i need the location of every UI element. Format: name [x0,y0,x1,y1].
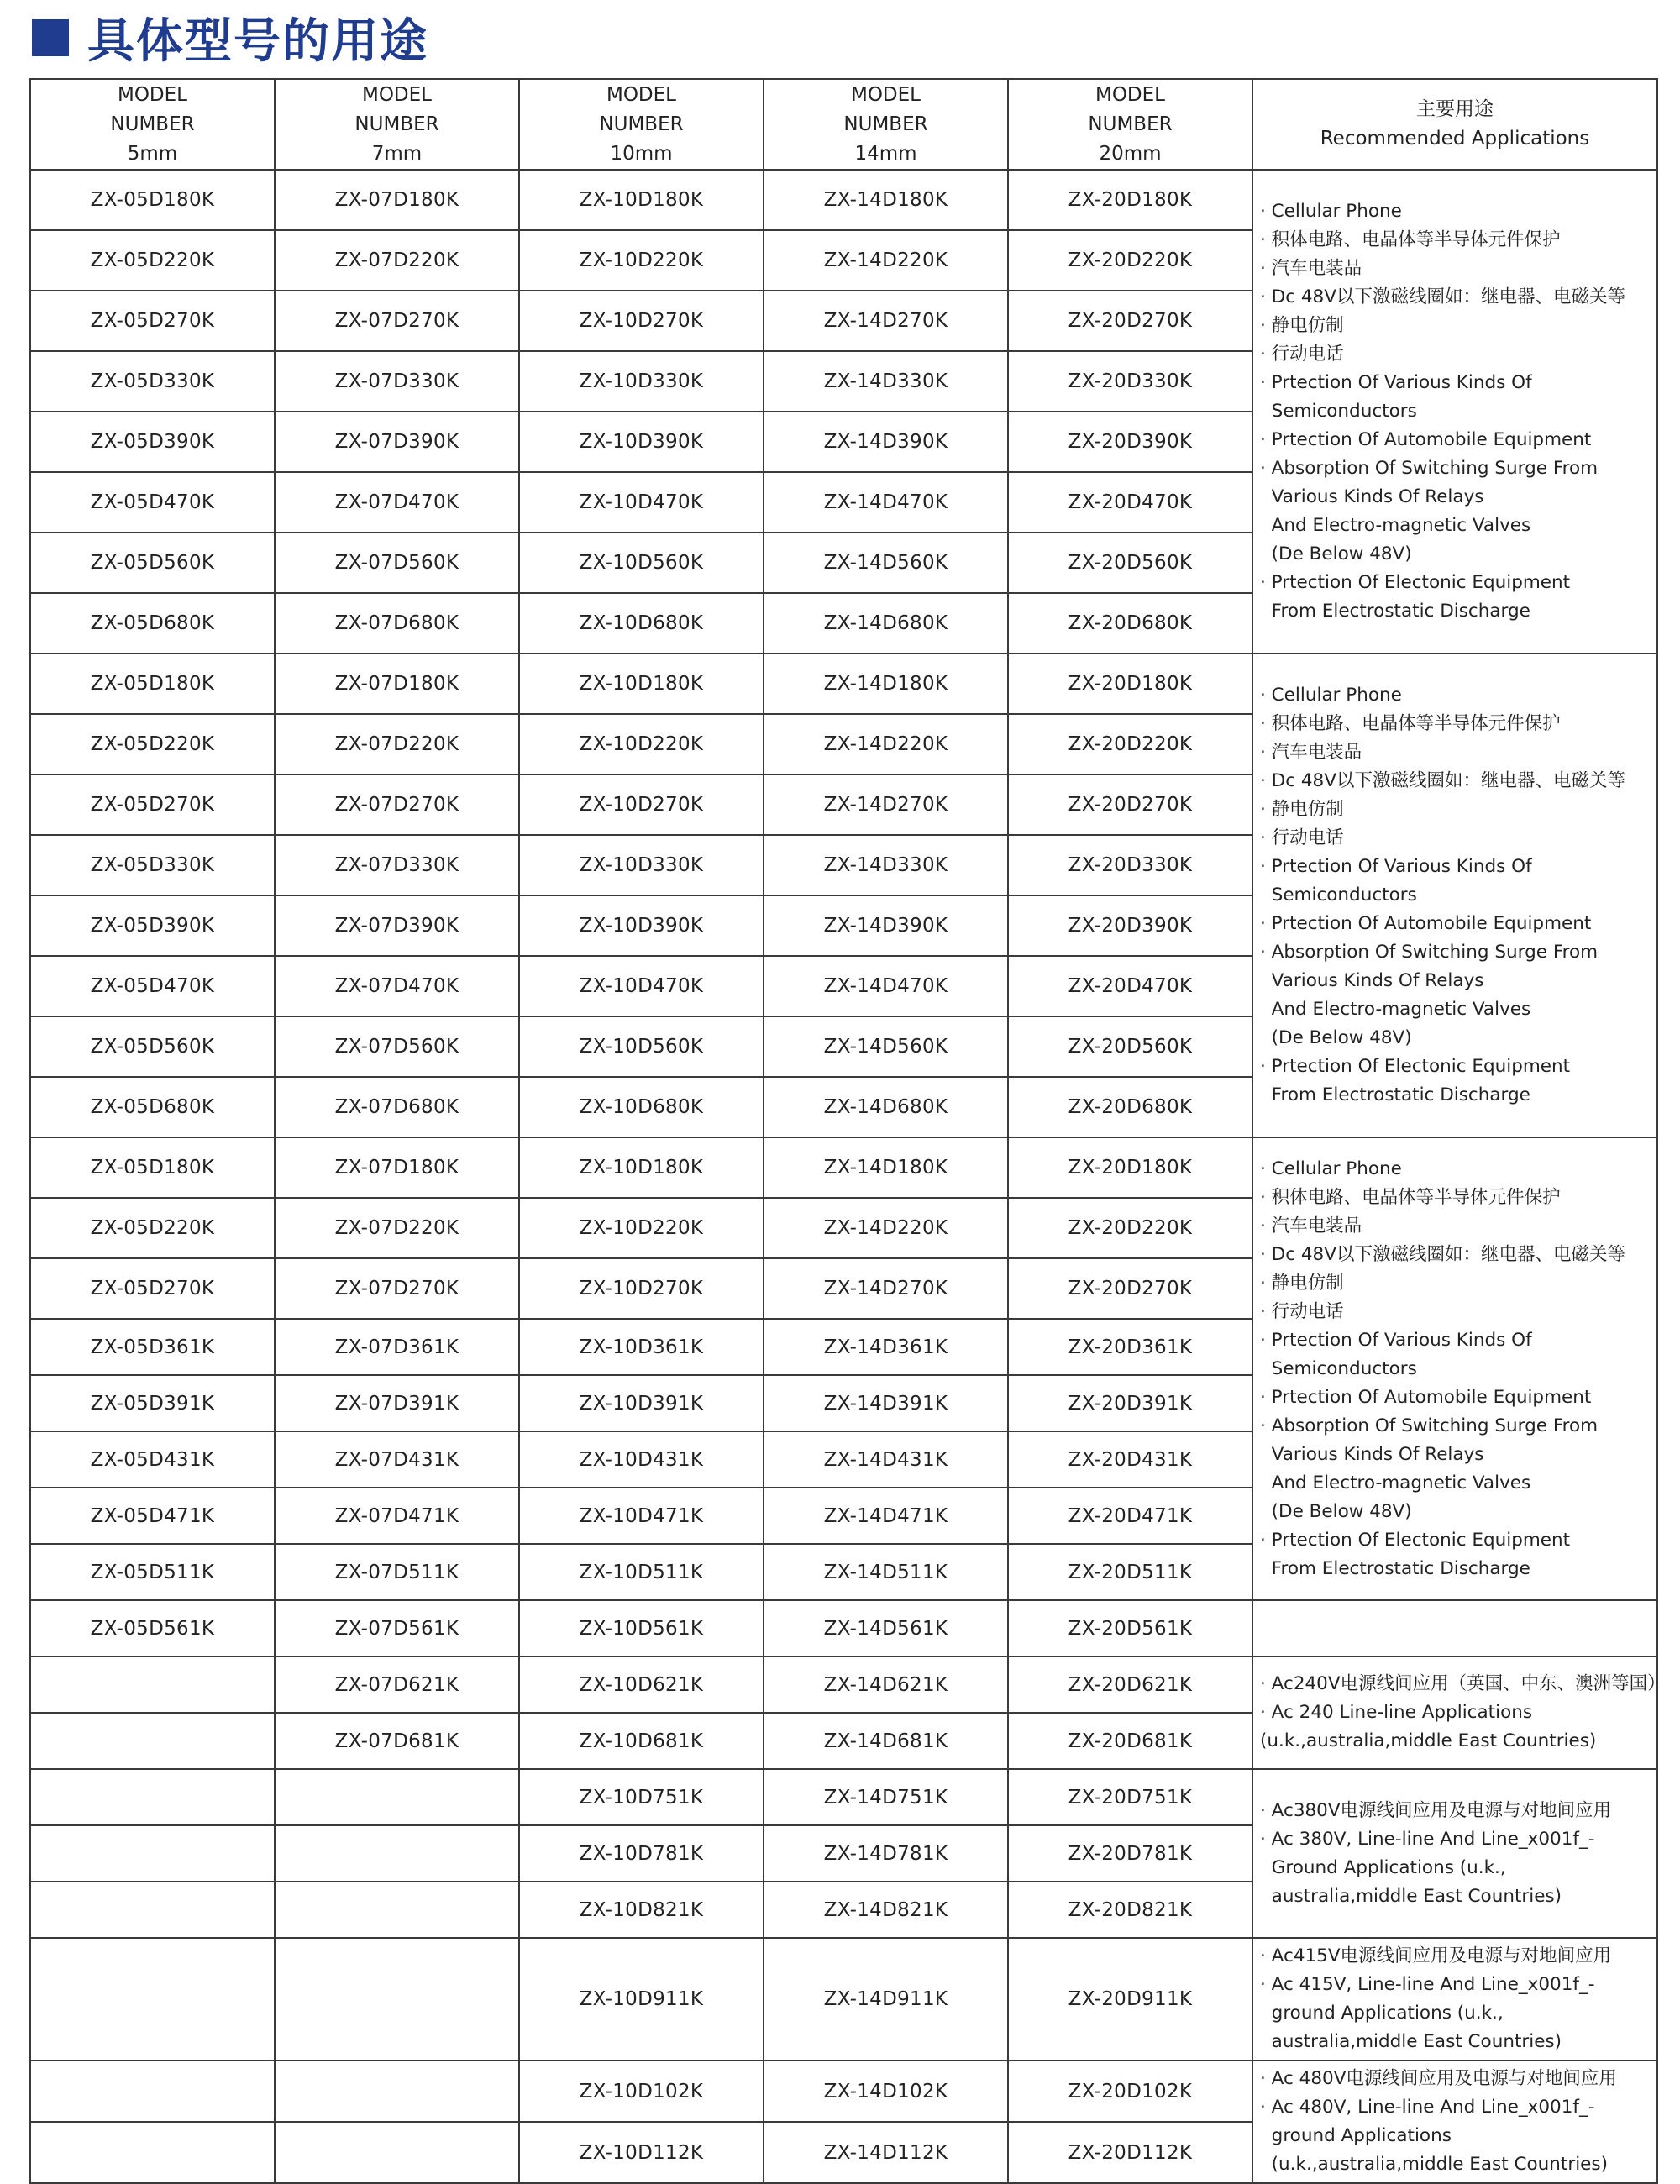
model-cell: ZX-14D270K [764,1258,1008,1319]
model-cell [275,1769,519,1825]
model-cell: ZX-10D560K [519,1016,764,1077]
application-line: From Electrostatic Discharge [1260,1557,1530,1579]
model-cell: ZX-05D180K [30,654,275,714]
application-line: · 行动电话 [1260,827,1344,848]
application-line: · Prtection Of Automobile Equipment [1260,913,1592,934]
application-line: And Electro-magnetic Valves [1260,999,1531,1020]
model-cell: ZX-10D751K [519,1769,764,1825]
model-cell: ZX-07D180K [275,654,519,714]
application-line: · Prtection Of Automobile Equipment [1260,1386,1592,1408]
model-cell: ZX-07D391K [275,1375,519,1431]
table-row [30,1137,1657,1198]
application-line: · 汽车电装品 [1260,258,1362,279]
model-cell [30,1882,275,1938]
model-cell: ZX-14D390K [764,895,1008,956]
model-cell: ZX-14D330K [764,351,1008,412]
model-cell: ZX-05D560K [30,1016,275,1077]
model-cell: ZX-20D511K [1008,1544,1252,1600]
applications-cell [1252,170,1657,654]
model-cell: ZX-05D330K [30,351,275,412]
application-line: · Prtection Of Electonic Equipment [1260,1056,1571,1077]
model-cell: ZX-20D330K [1008,351,1252,412]
model-cell: ZX-14D911K [764,1938,1008,2061]
application-line: · Cellular Phone [1260,201,1402,222]
model-cell: ZX-14D220K [764,1198,1008,1258]
model-cell: ZX-05D390K [30,895,275,956]
model-cell: ZX-10D112K [519,2122,764,2183]
model-cell: ZX-20D560K [1008,1016,1252,1077]
application-line: · Ac380V电源线间应用及电源与对地间应用 [1260,1799,1612,1821]
application-line: · Cellular Phone [1260,1158,1402,1179]
application-line: · Ac 480V电源线间应用及电源与对地间应用 [1260,2068,1617,2089]
model-cell: ZX-10D180K [519,170,764,230]
application-line: · 积体电路、电晶体等半导体元件保护 [1260,229,1561,250]
model-cell: ZX-14D470K [764,956,1008,1016]
application-line: Various Kinds Of Relays [1260,1443,1484,1465]
model-cell: ZX-20D390K [1008,412,1252,472]
application-line: australia,middle East Countries) [1260,1885,1562,1907]
model-cell [275,1882,519,1938]
model-cell: ZX-14D180K [764,1137,1008,1198]
table-header-row [30,79,1657,170]
table-row [30,654,1657,714]
model-cell: ZX-14D560K [764,1016,1008,1077]
model-cell: ZX-07D680K [275,593,519,654]
applications-cell [1252,1600,1657,1656]
model-cell [30,1656,275,1713]
model-cell: ZX-20D180K [1008,1137,1252,1198]
model-cell: ZX-05D220K [30,1198,275,1258]
model-cell: ZX-10D270K [519,291,764,351]
model-cell: ZX-14D470K [764,472,1008,533]
application-line: · Prtection Of Automobile Equipment [1260,429,1592,450]
model-cell: ZX-20D471K [1008,1488,1252,1544]
model-cell: ZX-05D511K [30,1544,275,1600]
applications-cell [1252,1769,1657,1938]
model-cell: ZX-14D270K [764,774,1008,835]
model-cell: ZX-20D220K [1008,714,1252,774]
model-cell: ZX-10D391K [519,1375,764,1431]
model-cell [275,1938,519,2061]
page-title: 具体型号的用途 [87,14,428,69]
model-cell: ZX-05D180K [30,170,275,230]
model-cell: ZX-07D270K [275,774,519,835]
application-line: · Prtection Of Various Kinds Of [1260,1329,1532,1351]
application-line: · Prtection Of Various Kinds Of [1260,856,1532,877]
model-cell: ZX-20D270K [1008,1258,1252,1319]
model-cell: ZX-20D621K [1008,1656,1252,1713]
model-cell: ZX-05D471K [30,1488,275,1544]
model-cell: ZX-05D270K [30,291,275,351]
header-5mm: MODEL NUMBER 5mm [30,79,275,170]
application-line: And Electro-magnetic Valves [1260,515,1531,536]
table-row [30,1656,1657,1713]
model-cell: ZX-20D681K [1008,1713,1252,1769]
model-cell: ZX-10D821K [519,1882,764,1938]
application-line: Various Kinds Of Relays [1260,970,1484,991]
model-cell: ZX-07D621K [275,1656,519,1713]
application-line: Various Kinds Of Relays [1260,486,1484,507]
application-line: · Dc 48V以下激磁线圈如：继电器、电磁关等 [1260,770,1625,791]
model-cell [275,2061,519,2122]
application-line: · Ac 380V, Line-line And Line_x001f_- [1260,1828,1595,1850]
model-cell: ZX-07D680K [275,1077,519,1137]
model-cell: ZX-20D470K [1008,956,1252,1016]
model-cell: ZX-14D431K [764,1431,1008,1488]
model-cell: ZX-05D680K [30,1077,275,1137]
header-20mm: MODEL NUMBER 20mm [1008,79,1252,170]
model-cell: ZX-10D431K [519,1431,764,1488]
model-cell: ZX-10D220K [519,230,764,291]
model-cell: ZX-10D781K [519,1825,764,1882]
model-cell: ZX-14D511K [764,1544,1008,1600]
model-cell: ZX-05D470K [30,472,275,533]
model-cell: ZX-10D621K [519,1656,764,1713]
model-cell: ZX-10D270K [519,1258,764,1319]
model-cell: ZX-14D361K [764,1319,1008,1375]
applications-cell [1252,1137,1657,1600]
model-cell: ZX-07D470K [275,956,519,1016]
model-cell: ZX-20D330K [1008,835,1252,895]
model-cell: ZX-05D220K [30,230,275,291]
model-cell: ZX-20D561K [1008,1600,1252,1656]
application-line: From Electrostatic Discharge [1260,1084,1530,1105]
model-cell: ZX-14D180K [764,170,1008,230]
model-cell [275,2122,519,2183]
model-cell [30,1713,275,1769]
application-line: · Absorption Of Switching Surge From [1260,458,1599,479]
model-cell: ZX-14D220K [764,714,1008,774]
header-applications: 主要用途 Recommended Applications [1252,79,1657,170]
model-cell [30,1938,275,2061]
model-cell: ZX-20D821K [1008,1882,1252,1938]
application-line: · Prtection Of Various Kinds Of [1260,372,1532,393]
model-cell: ZX-14D270K [764,291,1008,351]
applications-cell [1252,2061,1657,2183]
model-cell: ZX-14D102K [764,2061,1008,2122]
application-line: · 静电仿制 [1260,799,1344,820]
application-line: · 行动电话 [1260,344,1344,365]
application-line: · Ac415V电源线间应用及电源与对地间应用 [1260,1945,1612,1966]
table-row [30,1938,1657,2061]
table-row [30,1600,1657,1656]
application-line: And Electro-magnetic Valves [1260,1472,1531,1494]
model-cell: ZX-07D270K [275,291,519,351]
application-line: · 汽车电装品 [1260,1215,1362,1236]
model-cell: ZX-20D270K [1008,291,1252,351]
model-cell: ZX-10D270K [519,774,764,835]
model-cell: ZX-07D560K [275,1016,519,1077]
model-cell: ZX-07D220K [275,230,519,291]
application-line: · Ac240V电源线间应用（英国、中东、澳洲等国） [1260,1673,1666,1694]
model-cell: ZX-05D560K [30,533,275,593]
model-cell: ZX-05D220K [30,714,275,774]
model-cell: ZX-10D911K [519,1938,764,2061]
model-cell: ZX-07D330K [275,351,519,412]
application-line: · 静电仿制 [1260,1272,1344,1294]
application-line: ground Applications [1260,2125,1452,2146]
model-cell: ZX-14D560K [764,533,1008,593]
model-cell: ZX-20D180K [1008,654,1252,714]
model-cell: ZX-07D330K [275,835,519,895]
model-cell: ZX-20D361K [1008,1319,1252,1375]
application-line: (De Below 48V) [1260,1027,1412,1048]
model-cell [30,1825,275,1882]
model-cell: ZX-07D361K [275,1319,519,1375]
model-cell: ZX-10D180K [519,1137,764,1198]
model-cell: ZX-05D330K [30,835,275,895]
application-line: · Cellular Phone [1260,685,1402,706]
model-cell: ZX-20D220K [1008,230,1252,291]
model-cell: ZX-10D220K [519,1198,764,1258]
applications-cell [1252,1938,1657,2061]
model-cell: ZX-14D330K [764,835,1008,895]
model-cell: ZX-07D390K [275,895,519,956]
application-line: · Dc 48V以下激磁线圈如：继电器、电磁关等 [1260,1243,1625,1265]
model-cell: ZX-10D680K [519,1077,764,1137]
model-cell: ZX-14D681K [764,1713,1008,1769]
model-cell: ZX-20D270K [1008,774,1252,835]
page-heading [32,8,428,67]
model-cell: ZX-10D680K [519,593,764,654]
model-cell [275,1825,519,1882]
application-line: · 行动电话 [1260,1300,1344,1322]
model-cell: ZX-10D511K [519,1544,764,1600]
application-line: Semiconductors [1260,1357,1417,1379]
application-line: · Ac 240 Line-line Applications [1260,1702,1533,1723]
header-10mm: MODEL NUMBER 10mm [519,79,764,170]
model-cell: ZX-10D180K [519,654,764,714]
model-cell: ZX-20D102K [1008,2061,1252,2122]
model-cell: ZX-14D781K [764,1825,1008,1882]
application-line: (u.k.,australia,middle East Countries) [1260,2154,1608,2175]
table-row [30,2061,1657,2122]
table-row [30,170,1657,230]
model-cell: ZX-10D471K [519,1488,764,1544]
application-line: australia,middle East Countries) [1260,2031,1562,2052]
application-line: · 积体电路、电晶体等半导体元件保护 [1260,1186,1561,1208]
model-table [29,78,1666,2184]
model-cell: ZX-20D751K [1008,1769,1252,1825]
application-line: · 汽车电装品 [1260,742,1362,763]
model-cell: ZX-05D431K [30,1431,275,1488]
application-line: · Absorption Of Switching Surge From [1260,942,1599,963]
model-cell: ZX-10D470K [519,472,764,533]
application-line: · 积体电路、电晶体等半导体元件保护 [1260,713,1561,734]
model-cell: ZX-14D821K [764,1882,1008,1938]
heading-square-icon [32,19,69,56]
model-cell: ZX-05D361K [30,1319,275,1375]
application-line: Semiconductors [1260,401,1417,422]
model-cell: ZX-10D361K [519,1319,764,1375]
model-cell: ZX-05D390K [30,412,275,472]
model-cell: ZX-07D390K [275,412,519,472]
model-cell: ZX-14D471K [764,1488,1008,1544]
application-line: · Dc 48V以下激磁线圈如：继电器、电磁关等 [1260,286,1625,307]
model-cell: ZX-20D431K [1008,1431,1252,1488]
model-cell: ZX-05D180K [30,1137,275,1198]
model-cell: ZX-05D270K [30,1258,275,1319]
model-cell: ZX-07D470K [275,472,519,533]
model-cell: ZX-14D180K [764,654,1008,714]
model-cell: ZX-20D470K [1008,472,1252,533]
model-cell: ZX-10D102K [519,2061,764,2122]
model-cell: ZX-10D330K [519,835,764,895]
application-line: · 静电仿制 [1260,315,1344,336]
model-cell: ZX-20D680K [1008,1077,1252,1137]
model-cell: ZX-07D220K [275,714,519,774]
model-cell: ZX-07D511K [275,1544,519,1600]
application-line: · Absorption Of Switching Surge From [1260,1415,1599,1436]
model-cell: ZX-07D270K [275,1258,519,1319]
model-cell: ZX-14D112K [764,2122,1008,2183]
model-cell: ZX-05D680K [30,593,275,654]
model-cell: ZX-14D621K [764,1656,1008,1713]
application-line: ground Applications (u.k., [1260,2003,1504,2024]
model-cell: ZX-07D180K [275,1137,519,1198]
model-cell: ZX-20D680K [1008,593,1252,654]
model-cell: ZX-20D112K [1008,2122,1252,2183]
model-cell: ZX-07D431K [275,1431,519,1488]
application-line: · Ac 480V, Line-line And Line_x001f_- [1260,2097,1595,2118]
application-line: (u.k.,australia,middle East Countries) [1260,1730,1597,1751]
model-cell: ZX-10D390K [519,412,764,472]
model-cell: ZX-14D751K [764,1769,1008,1825]
model-cell: ZX-20D220K [1008,1198,1252,1258]
model-cell: ZX-05D470K [30,956,275,1016]
model-cell: ZX-05D270K [30,774,275,835]
applications-cell [1252,654,1657,1137]
model-cell: ZX-14D391K [764,1375,1008,1431]
model-cell: ZX-14D390K [764,412,1008,472]
model-cell: ZX-20D390K [1008,895,1252,956]
model-cell: ZX-07D471K [275,1488,519,1544]
model-cell: ZX-07D180K [275,170,519,230]
application-line: · Prtection Of Electonic Equipment [1260,572,1571,593]
model-cell: ZX-05D561K [30,1600,275,1656]
model-cell: ZX-07D560K [275,533,519,593]
model-cell [30,1769,275,1825]
application-line: · Prtection Of Electonic Equipment [1260,1529,1571,1551]
model-cell: ZX-05D391K [30,1375,275,1431]
application-line: Ground Applications (u.k., [1260,1856,1506,1878]
application-line: (De Below 48V) [1260,1500,1412,1522]
model-cell: ZX-07D681K [275,1713,519,1769]
model-cell: ZX-14D561K [764,1600,1008,1656]
model-cell: ZX-10D561K [519,1600,764,1656]
table-body [30,170,1666,2183]
model-cell: ZX-10D560K [519,533,764,593]
model-cell: ZX-14D220K [764,230,1008,291]
model-cell: ZX-14D680K [764,593,1008,654]
header-14mm: MODEL NUMBER 14mm [764,79,1008,170]
model-cell: ZX-10D390K [519,895,764,956]
model-cell: ZX-20D781K [1008,1825,1252,1882]
model-cell: ZX-07D220K [275,1198,519,1258]
table-row [30,1769,1657,1825]
header-7mm: MODEL NUMBER 7mm [275,79,519,170]
application-line: · Ac 415V, Line-line And Line_x001f_- [1260,1974,1595,1995]
model-cell: ZX-10D470K [519,956,764,1016]
model-cell: ZX-10D220K [519,714,764,774]
model-cell: ZX-07D561K [275,1600,519,1656]
application-line: (De Below 48V) [1260,543,1412,564]
model-cell: ZX-20D391K [1008,1375,1252,1431]
model-cell [30,2122,275,2183]
model-cell: ZX-10D330K [519,351,764,412]
model-cell: ZX-20D911K [1008,1938,1252,2061]
applications-cell [1252,1656,1666,1769]
model-cell: ZX-20D180K [1008,170,1252,230]
application-line: From Electrostatic Discharge [1260,601,1530,622]
model-cell: ZX-14D680K [764,1077,1008,1137]
model-cell [30,2061,275,2122]
application-line: Semiconductors [1260,885,1417,906]
model-cell: ZX-10D681K [519,1713,764,1769]
model-cell: ZX-20D560K [1008,533,1252,593]
